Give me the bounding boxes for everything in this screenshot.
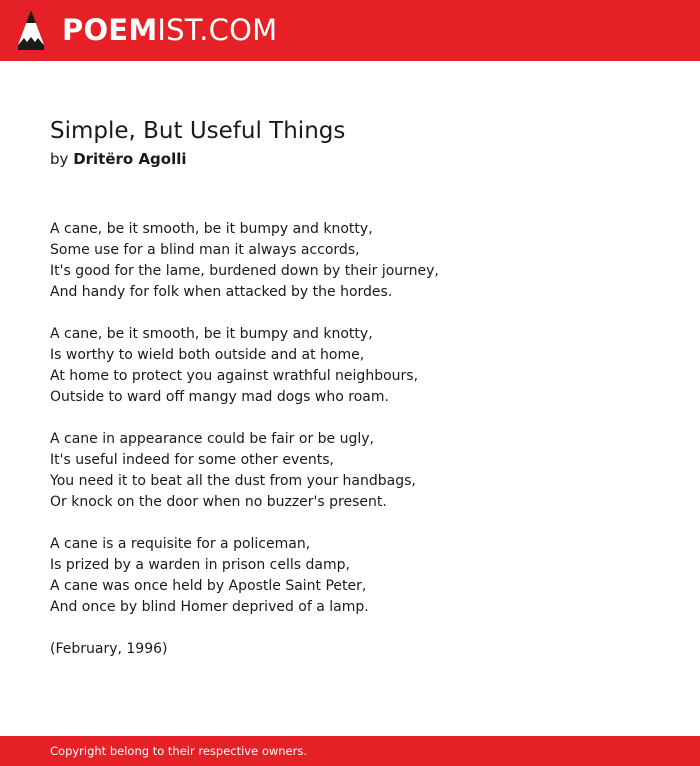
poem-line: A cane, be it smooth, be it bumpy and knotty, — [50, 221, 373, 237]
by-label: by — [50, 150, 69, 168]
poem-line: Or knock on the door when no buzzer's present. — [50, 494, 387, 510]
poem-line: A cane was once held by Apostle Saint Peter, — [50, 578, 367, 594]
pencil-tip-icon[interactable] — [17, 9, 45, 51]
site-logo[interactable] — [62, 12, 277, 48]
logo-text-light: IST.COM — [157, 13, 278, 47]
site-footer — [0, 736, 700, 766]
stanza — [50, 429, 670, 513]
poem-line: Is prized by a warden in prison cells damp, — [50, 557, 350, 573]
poem-title: Simple, But Useful Things — [50, 118, 346, 144]
poem-date: (February, 1996) — [50, 641, 168, 657]
poem-line: A cane, be it smooth, be it bumpy and knotty, — [50, 326, 373, 342]
stanza — [50, 324, 670, 408]
poem-line: Some use for a blind man it always accords, — [50, 242, 360, 258]
poem-body — [50, 219, 670, 660]
stanza — [50, 219, 670, 303]
poem-line: And handy for folk when attacked by the hordes. — [50, 284, 393, 300]
site-header — [0, 0, 700, 61]
poem-line: A cane in appearance could be fair or be ugly, — [50, 431, 374, 447]
poem-line: And once by blind Homer deprived of a lamp. — [50, 599, 369, 615]
poem-line: You need it to beat all the dust from your handbags, — [50, 473, 416, 489]
byline — [50, 149, 187, 169]
poem-line: It's useful indeed for some other events, — [50, 452, 334, 468]
poem-line: It's good for the lame, burdened down by their journey, — [50, 263, 439, 279]
poem-line: At home to protect you against wrathful neighbours, — [50, 368, 419, 384]
poem-line: A cane is a requisite for a policeman, — [50, 536, 311, 552]
logo-text-bold: POEM — [62, 13, 158, 47]
stanza — [50, 534, 670, 618]
copyright-notice: Copyright belong to their respective owners. — [50, 744, 308, 758]
poem-line: Is worthy to wield both outside and at home, — [50, 347, 365, 363]
author-name: Dritëro Agolli — [73, 150, 187, 168]
poem-line: Outside to ward off mangy mad dogs who roam. — [50, 389, 389, 405]
